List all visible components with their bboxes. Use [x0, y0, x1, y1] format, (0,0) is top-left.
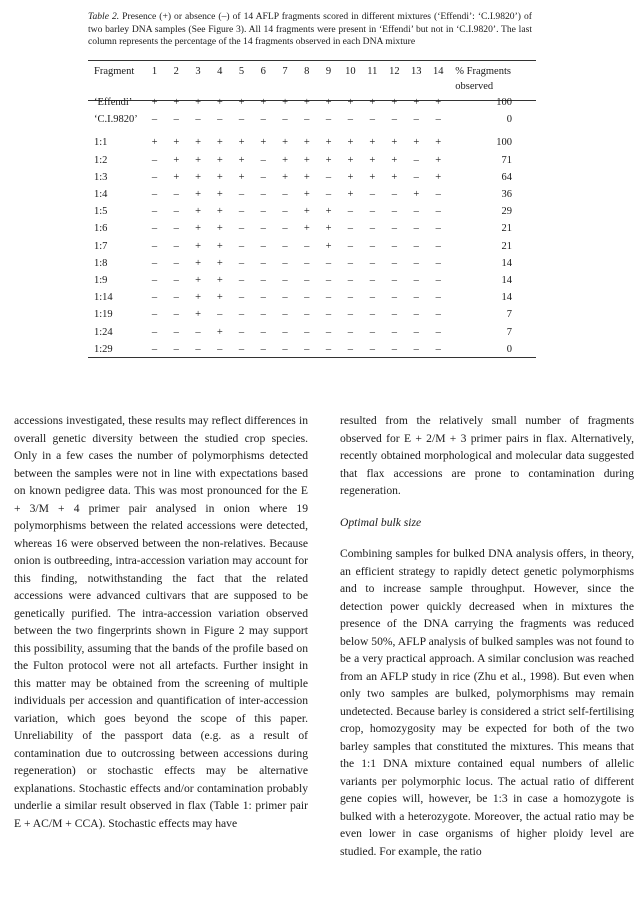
absence-cell: – — [435, 189, 441, 201]
presence-cell: + — [195, 189, 201, 201]
right-column — [340, 412, 634, 860]
absence-cell: – — [260, 240, 266, 252]
presence-cell: + — [391, 137, 398, 149]
percent-header-line-2: observed — [455, 81, 494, 92]
absence-cell: – — [369, 275, 375, 287]
absence-cell: – — [260, 171, 266, 183]
absence-cell: – — [173, 275, 179, 287]
absence-cell: – — [304, 309, 310, 321]
absence-cell: – — [217, 114, 223, 126]
presence-cell: + — [369, 97, 376, 108]
presence-cell: + — [216, 275, 223, 287]
presence-cell: + — [325, 154, 332, 166]
absence-cell: – — [347, 223, 354, 235]
absence-cell: – — [238, 309, 245, 321]
absence-cell: – — [435, 223, 441, 235]
table-row — [88, 238, 536, 255]
absence-cell: – — [391, 206, 397, 218]
presence-cell: + — [195, 257, 201, 269]
presence-cell: + — [369, 137, 376, 149]
presence-cell: + — [391, 154, 398, 166]
row-label: 1:1 — [94, 137, 108, 149]
presence-cell: + — [195, 171, 201, 183]
fragment-number-header: 4 — [217, 66, 223, 77]
table-row — [88, 134, 536, 151]
percent-cell: 0 — [506, 114, 512, 126]
absence-cell: – — [151, 171, 158, 183]
absence-cell: – — [173, 309, 179, 321]
percent-cell: 64 — [501, 171, 512, 183]
table-header — [88, 61, 536, 94]
absence-cell: – — [151, 326, 158, 338]
percent-cell: 100 — [496, 137, 512, 149]
absence-cell: – — [173, 240, 179, 252]
absence-cell: – — [369, 309, 375, 321]
absence-cell: – — [282, 275, 288, 287]
row-label: 1:29 — [94, 343, 113, 355]
absence-cell: – — [260, 189, 266, 201]
presence-cell: + — [173, 171, 180, 183]
presence-cell: + — [435, 137, 442, 149]
absence-cell: – — [173, 326, 179, 338]
fragment-number-header: 8 — [304, 66, 310, 77]
absence-cell: – — [260, 275, 266, 287]
absence-cell: – — [391, 326, 397, 338]
row-label: 1:8 — [94, 257, 108, 269]
absence-cell: – — [282, 257, 288, 269]
row-label: ‘Effendi’ — [94, 97, 133, 108]
absence-cell: – — [413, 154, 419, 166]
absence-cell: – — [260, 343, 266, 355]
presence-cell: + — [347, 171, 354, 183]
absence-cell: – — [369, 292, 375, 304]
absence-cell: – — [413, 343, 419, 355]
fragment-number-header: 6 — [260, 66, 266, 77]
absence-cell: – — [260, 326, 266, 338]
absence-cell: – — [413, 240, 419, 252]
presence-cell: + — [325, 206, 332, 218]
presence-cell: + — [195, 223, 201, 235]
absence-cell: – — [238, 275, 245, 287]
presence-cell: + — [195, 206, 201, 218]
percent-cell: 21 — [501, 240, 512, 252]
presence-cell: + — [435, 154, 442, 166]
fragment-header: Fragment — [94, 66, 135, 77]
absence-cell: – — [304, 275, 310, 287]
absence-cell: – — [282, 343, 288, 355]
absence-cell: – — [151, 189, 158, 201]
absence-cell: – — [238, 206, 245, 218]
fragment-number-header: 14 — [433, 66, 444, 77]
percent-cell: 7 — [506, 326, 512, 338]
presence-cell: + — [347, 189, 354, 201]
fragment-number-header: 13 — [411, 66, 422, 77]
fragment-number-header: 3 — [195, 66, 201, 77]
table-caption — [88, 11, 532, 49]
presence-cell: + — [369, 171, 376, 183]
presence-cell: + — [282, 154, 288, 166]
percent-cell: 36 — [501, 189, 512, 201]
percent-cell: 71 — [501, 154, 512, 166]
absence-cell: – — [151, 309, 158, 321]
absence-cell: – — [238, 240, 245, 252]
absence-cell: – — [347, 240, 354, 252]
fragment-number-header: 11 — [367, 66, 378, 77]
absence-cell: – — [413, 171, 419, 183]
presence-cell: + — [195, 240, 201, 252]
table-row — [88, 152, 536, 169]
presence-cell: + — [347, 137, 354, 149]
row-label: 1:5 — [94, 206, 108, 218]
absence-cell: – — [282, 114, 288, 126]
fragment-number-header: 7 — [282, 66, 288, 77]
percent-header: % Fragments — [455, 66, 511, 77]
row-label: 1:14 — [94, 292, 113, 304]
aflp-table — [88, 61, 536, 358]
presence-cell: + — [216, 240, 223, 252]
absence-cell: – — [217, 309, 223, 321]
absence-cell: – — [435, 309, 441, 321]
table-row — [88, 341, 536, 358]
presence-cell: + — [216, 189, 223, 201]
table-header-row-2 — [88, 80, 536, 94]
absence-cell: – — [435, 292, 441, 304]
presence-cell: + — [216, 223, 223, 235]
presence-cell: + — [195, 292, 201, 304]
presence-cell: + — [260, 137, 267, 149]
row-label: 1:24 — [94, 326, 113, 338]
absence-cell: – — [238, 326, 245, 338]
absence-cell: – — [304, 114, 310, 126]
presence-cell: + — [216, 257, 223, 269]
row-label: 1:9 — [94, 275, 108, 287]
absence-cell: – — [195, 343, 201, 355]
presence-cell: + — [347, 154, 354, 166]
absence-cell: – — [173, 189, 179, 201]
absence-cell: – — [413, 326, 419, 338]
table-row — [88, 186, 536, 203]
presence-cell: + — [216, 154, 223, 166]
absence-cell: – — [413, 257, 419, 269]
absence-cell: – — [347, 326, 354, 338]
absence-cell: – — [413, 114, 419, 126]
table-header-row — [88, 61, 536, 80]
presence-cell: + — [238, 154, 245, 166]
absence-cell: – — [347, 343, 354, 355]
absence-cell: – — [391, 292, 397, 304]
fragment-number-header: 12 — [389, 66, 400, 77]
presence-cell: + — [238, 97, 245, 108]
absence-cell: – — [391, 309, 397, 321]
absence-cell: – — [369, 240, 375, 252]
absence-cell: – — [435, 275, 441, 287]
absence-cell: – — [369, 114, 375, 126]
absence-cell: – — [173, 257, 179, 269]
presence-cell: + — [195, 275, 201, 287]
presence-cell: + — [413, 189, 420, 201]
row-label: 1:2 — [94, 154, 108, 166]
absence-cell: – — [435, 326, 441, 338]
absence-cell: – — [151, 257, 158, 269]
absence-cell: – — [435, 240, 441, 252]
presence-cell: + — [195, 309, 201, 321]
body-paragraph: Combining samples for bulked DNA analysis offers, in theory, an efficient strategy to rapidly detect genetic polymorphisms and to increase sample throughput. However, since the detection power quickly decreased when in mixtures the presence of the DNA carrying the fragments was reduced below 50%, AFLP analysis of bulked samples was not found to be a very practical approach. A similar conclusion was reached from an AFLP study in rice (Zhu et al., 1998). But even when only two samples are bulked, polymorphisms may remain undetected. Because barley is considered a strict self-fertilising crop, homozygosity may be expected for both of the two barley samples that constituted the mixtures. This means that the 1:1 DNA mixture contained equal numbers of allelic variants per polymorphic locus. The actual ratio of different gene copies will, however, be 1:3 in case a homozygote is bulked with a heterozygote. Moreover, the actual ratio may be even lower in case organisms of higher ploidy level are studied. For example, the ratio — [340, 547, 634, 858]
table-row — [88, 220, 536, 237]
absence-cell: – — [413, 275, 419, 287]
row-label: 1:19 — [94, 309, 113, 321]
table-caption-text: Presence (+) or absence (–) of 14 AFLP fragments scored in different mixtures (‘Effendi’: ‘C.I.9820’) of two barley DNA samples (See Figure 3). All 14 fragments were present in ‘Effendi’ but not in ‘C.I.9820’. The last column represents the percentage of the 14 fragments observed in each DNA mixture — [88, 11, 532, 48]
absence-cell: – — [413, 309, 419, 321]
presence-cell: + — [435, 97, 442, 108]
absence-cell: – — [369, 326, 375, 338]
absence-cell: – — [151, 240, 158, 252]
absence-cell: – — [282, 292, 288, 304]
absence-cell: – — [391, 240, 397, 252]
presence-cell: + — [173, 137, 180, 149]
absence-cell: – — [369, 223, 375, 235]
row-label: ‘C.I.9820’ — [94, 114, 138, 126]
absence-cell: – — [325, 343, 332, 355]
absence-cell: – — [435, 343, 441, 355]
absence-cell: – — [151, 154, 158, 166]
absence-cell: – — [347, 206, 354, 218]
absence-cell: – — [391, 223, 397, 235]
absence-cell: – — [173, 292, 179, 304]
body-paragraph: accessions investigated, these results may reflect differences in overall genetic diversity between the studied crop species. Only in a few cases the number of polymorphisms detected between the samples were not in line with expectations based on known pedigree data. This was most pronounced for the E + 3/M + 4 primer pair analysed in onion where 19 polymorphisms between the related accessions were detected, whereas 16 were observed between the non-relatives. Because onion is outbreeding, intra-accession variation may account for this finding, notwithstanding the fact that the related accessions were advanced cultivars that are supposed to be genetically purified. The intra-accession variation observed between the two fingerprints shown in Figure 2 may support this possibility, assuming that the bands of the profile based on the Fulton protocol were not all artefacts. Further insight in this matter may be obtained from the screening of multiple individuals per accession and quantification of inter-accession variation, which goes beyond the scope of this paper. Unreliability of the passport data (e.g. as a result of contamination due to outcrossing between accessions during regeneration) or stochastic effects may be alternative explanations. Stochastic effects and/or contamination probably underlie a similar result observed in flax (Table 1: primer pair E + AC/M + CCA). Stochastic effects may have — [14, 414, 308, 830]
absence-cell: – — [282, 189, 288, 201]
absence-cell: – — [173, 114, 179, 126]
absence-cell: – — [260, 223, 266, 235]
absence-cell: – — [260, 292, 266, 304]
presence-cell: + — [303, 137, 310, 149]
absence-cell: – — [260, 114, 266, 126]
absence-cell: – — [413, 292, 419, 304]
presence-cell: + — [369, 154, 376, 166]
fragment-number-header: 2 — [173, 66, 179, 77]
presence-cell: + — [303, 171, 310, 183]
absence-cell: – — [238, 343, 245, 355]
presence-cell: + — [151, 97, 158, 108]
absence-cell: – — [217, 343, 223, 355]
table-row — [88, 324, 536, 341]
body-paragraph: resulted from the relatively small number of fragments observed for E + 2/M + 3 primer pairs in flax. Alternatively, recently obtained morphological and molecular data suggested that flax accessions are prone to contamination during regeneration. — [340, 414, 634, 497]
absence-cell: – — [238, 114, 245, 126]
presence-cell: + — [303, 189, 310, 201]
row-label: 1:3 — [94, 171, 108, 183]
absence-cell: – — [282, 206, 288, 218]
presence-cell: + — [282, 97, 288, 108]
table-row — [88, 306, 536, 323]
absence-cell: – — [413, 223, 419, 235]
absence-cell: – — [238, 189, 245, 201]
absence-cell: – — [347, 114, 354, 126]
absence-cell: – — [325, 189, 332, 201]
absence-cell: – — [435, 206, 441, 218]
absence-cell: – — [151, 223, 158, 235]
table-row — [88, 255, 536, 272]
percent-cell: 0 — [506, 343, 512, 355]
absence-cell: – — [151, 114, 158, 126]
presence-cell: + — [260, 97, 267, 108]
absence-cell: – — [282, 309, 288, 321]
percent-cell: 100 — [496, 97, 512, 108]
percent-cell: 14 — [501, 275, 512, 287]
presence-cell: + — [303, 223, 310, 235]
presence-cell: + — [325, 240, 332, 252]
table-row — [88, 94, 536, 111]
presence-cell: + — [391, 171, 398, 183]
table-row — [88, 289, 536, 306]
absence-cell: – — [325, 257, 332, 269]
absence-cell: – — [304, 326, 310, 338]
presence-cell: + — [195, 137, 201, 149]
fragment-number-header: 9 — [325, 66, 332, 77]
absence-cell: – — [391, 189, 397, 201]
table-row — [88, 203, 536, 220]
presence-cell: + — [303, 154, 310, 166]
absence-cell: – — [391, 114, 397, 126]
absence-cell: – — [435, 257, 441, 269]
absence-cell: – — [173, 223, 179, 235]
percent-cell: 29 — [501, 206, 512, 218]
absence-cell: – — [282, 223, 288, 235]
absence-cell: – — [347, 257, 354, 269]
row-label: 1:7 — [94, 240, 108, 252]
presence-cell: + — [238, 137, 245, 149]
left-column — [14, 412, 308, 832]
presence-cell: + — [325, 97, 332, 108]
presence-cell: + — [195, 154, 201, 166]
absence-cell: – — [173, 343, 179, 355]
absence-cell: – — [238, 223, 245, 235]
absence-cell: – — [347, 309, 354, 321]
absence-cell: – — [391, 257, 397, 269]
absence-cell: – — [369, 189, 375, 201]
presence-cell: + — [216, 206, 223, 218]
table-caption-label: Table 2. — [88, 11, 120, 22]
absence-cell: – — [260, 206, 266, 218]
absence-cell: – — [195, 326, 201, 338]
absence-cell: – — [304, 240, 310, 252]
absence-cell: – — [391, 275, 397, 287]
absence-cell: – — [369, 206, 375, 218]
absence-cell: – — [325, 114, 332, 126]
absence-cell: – — [260, 257, 266, 269]
absence-cell: – — [325, 171, 332, 183]
presence-cell: + — [238, 171, 245, 183]
absence-cell: – — [151, 206, 158, 218]
table-row — [88, 169, 536, 186]
table-row — [88, 111, 536, 128]
fragment-number-header: 1 — [151, 66, 158, 77]
absence-cell: – — [325, 309, 332, 321]
percent-cell: 21 — [501, 223, 512, 235]
absence-cell: – — [173, 206, 179, 218]
table-body — [88, 94, 536, 358]
section-heading: Optimal bulk size — [340, 515, 422, 529]
absence-cell: – — [369, 257, 375, 269]
percent-cell: 14 — [501, 257, 512, 269]
presence-cell: + — [347, 97, 354, 108]
presence-cell: + — [303, 206, 310, 218]
presence-cell: + — [325, 137, 332, 149]
presence-cell: + — [413, 137, 420, 149]
presence-cell: + — [216, 171, 223, 183]
absence-cell: – — [151, 275, 158, 287]
table-row — [88, 272, 536, 289]
presence-cell: + — [151, 137, 158, 149]
absence-cell: – — [151, 343, 158, 355]
presence-cell: + — [282, 171, 288, 183]
absence-cell: – — [195, 114, 201, 126]
presence-cell: + — [216, 292, 223, 304]
absence-cell: – — [325, 275, 332, 287]
absence-cell: – — [304, 343, 310, 355]
row-label: 1:6 — [94, 223, 108, 235]
percent-cell: 14 — [501, 292, 512, 304]
presence-cell: + — [282, 137, 288, 149]
absence-cell: – — [304, 257, 310, 269]
presence-cell: + — [216, 137, 223, 149]
presence-cell: + — [173, 97, 180, 108]
presence-cell: + — [413, 97, 420, 108]
absence-cell: – — [347, 275, 354, 287]
absence-cell: – — [391, 343, 397, 355]
presence-cell: + — [173, 154, 180, 166]
absence-cell: – — [282, 326, 288, 338]
presence-cell: + — [391, 97, 398, 108]
absence-cell: – — [325, 326, 332, 338]
presence-cell: + — [325, 223, 332, 235]
absence-cell: – — [238, 257, 245, 269]
row-label: 1:4 — [94, 189, 108, 201]
absence-cell: – — [369, 343, 375, 355]
presence-cell: + — [195, 97, 201, 108]
absence-cell: – — [282, 240, 288, 252]
absence-cell: – — [435, 114, 441, 126]
absence-cell: – — [413, 206, 419, 218]
presence-cell: + — [303, 97, 310, 108]
percent-cell: 7 — [506, 309, 512, 321]
presence-cell: + — [216, 97, 223, 108]
absence-cell: – — [260, 309, 266, 321]
absence-cell: – — [151, 292, 158, 304]
fragment-number-header: 10 — [345, 66, 356, 77]
fragment-number-header: 5 — [238, 66, 245, 77]
absence-cell: – — [347, 292, 354, 304]
absence-cell: – — [238, 292, 245, 304]
presence-cell: + — [435, 171, 442, 183]
absence-cell: – — [325, 292, 332, 304]
presence-cell: + — [216, 326, 223, 338]
absence-cell: – — [260, 154, 266, 166]
absence-cell: – — [304, 292, 310, 304]
